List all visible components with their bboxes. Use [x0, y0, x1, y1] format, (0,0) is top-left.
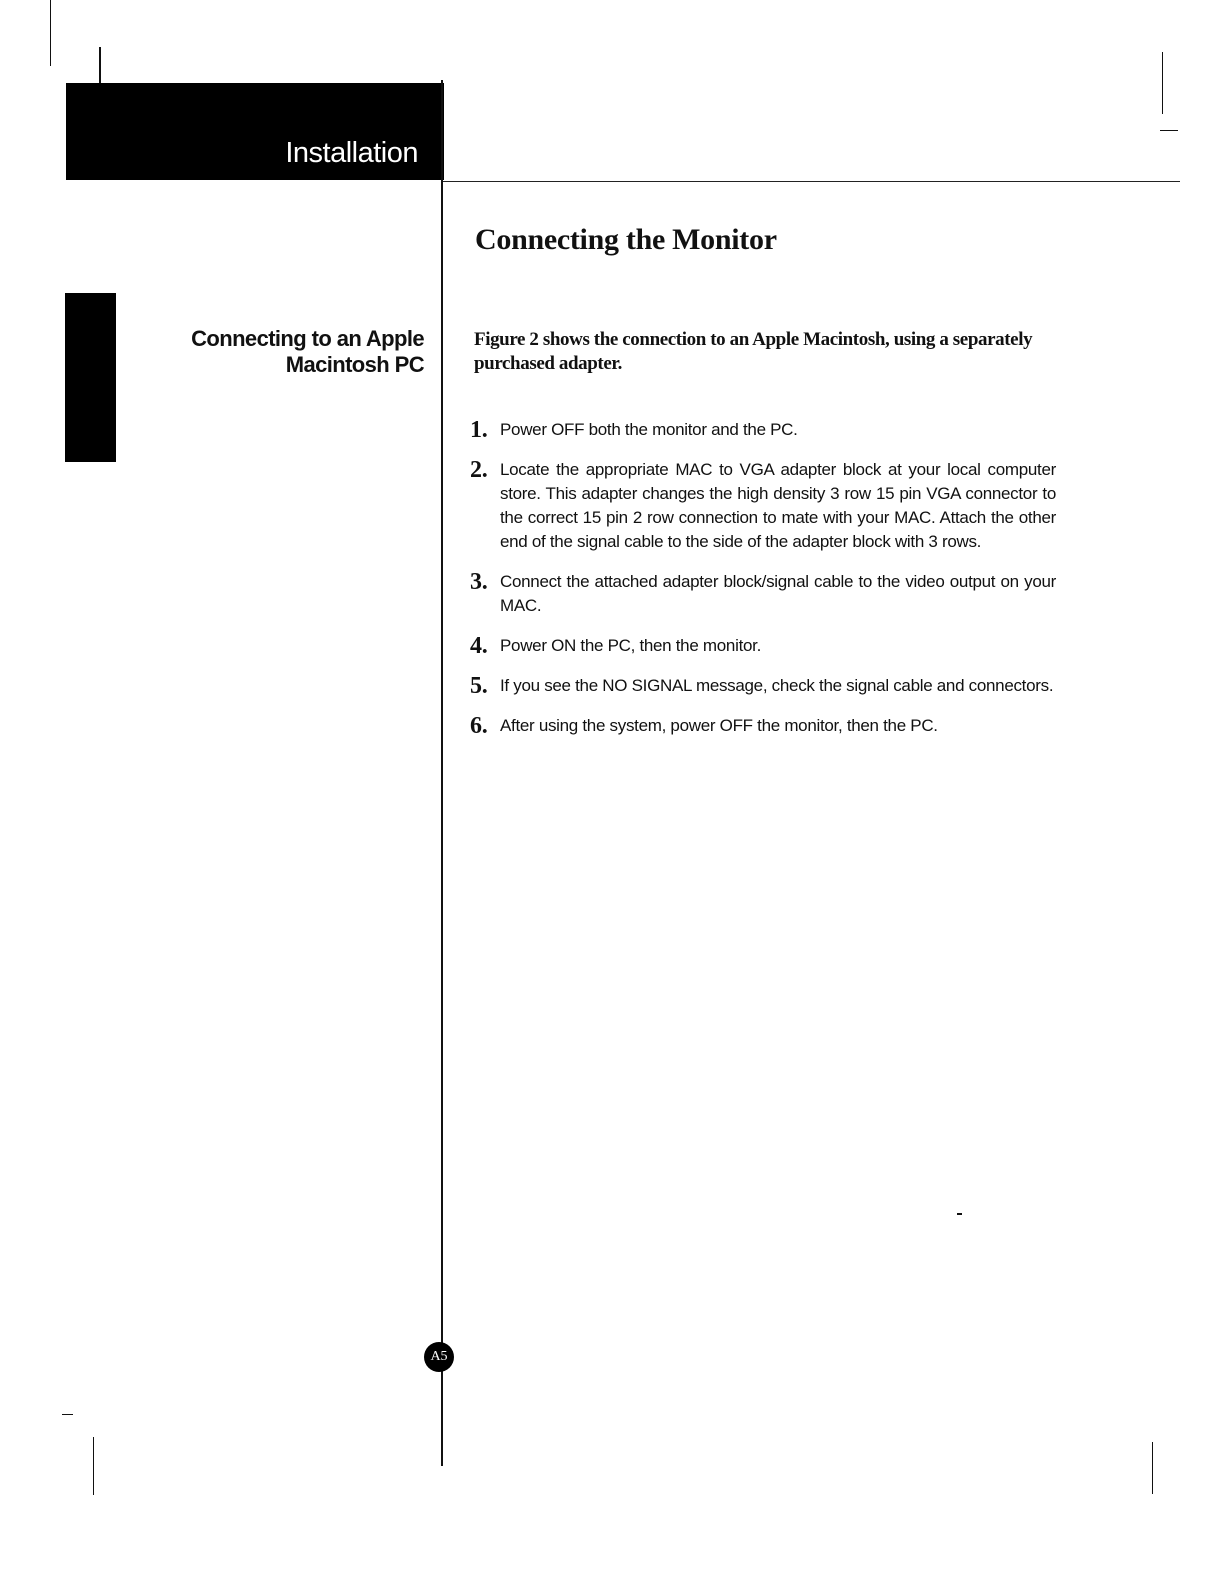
instruction-steps	[470, 418, 1056, 754]
crop-mark	[50, 0, 51, 66]
header-rule	[443, 181, 1180, 182]
side-thumb-tab	[65, 293, 116, 462]
step-number: 1.	[470, 417, 488, 443]
crop-mark	[99, 47, 101, 85]
crop-mark	[1162, 52, 1163, 114]
crop-mark	[1160, 130, 1178, 131]
step-text: If you see the NO SIGNAL message, check the signal cable and connectors.	[500, 676, 1054, 695]
side-heading	[124, 326, 424, 378]
page-number-badge: A5	[424, 1342, 454, 1372]
step-number: 6.	[470, 713, 488, 739]
crop-mark	[93, 1437, 94, 1495]
step-item	[470, 714, 1056, 738]
crop-mark	[62, 1414, 73, 1415]
step-text: Power OFF both the monitor and the PC.	[500, 420, 798, 439]
section-header-bar	[66, 83, 444, 180]
side-heading-line: Macintosh PC	[285, 352, 424, 377]
step-text: Locate the appropriate MAC to VGA adapter block at your local computer store. This adapter changes the high density 3 row 15 pin VGA connector to the correct 15 pin 2 row connection to mate with your MAC. Attach the other end of the signal cable to the side of the adapter block with 3 rows.	[500, 460, 1056, 551]
crop-mark	[1152, 1442, 1153, 1494]
page-title: Connecting the Monitor	[475, 223, 777, 256]
step-item	[470, 634, 1056, 658]
intro-paragraph: Figure 2 shows the connection to an Apple Macintosh, using a separately purchased adapter.	[474, 329, 1033, 374]
section-header-title: Installation	[285, 137, 418, 169]
crop-mark	[957, 1213, 962, 1215]
step-number: 2.	[470, 457, 488, 483]
step-item	[470, 674, 1056, 698]
step-item	[470, 418, 1056, 442]
column-divider	[441, 80, 443, 1466]
step-item	[470, 570, 1056, 618]
step-number: 3.	[470, 569, 488, 595]
step-number: 5.	[470, 673, 488, 699]
step-text: Power ON the PC, then the monitor.	[500, 636, 761, 655]
step-number: 4.	[470, 633, 488, 659]
side-heading-line: Connecting to an Apple	[191, 326, 424, 351]
step-item	[470, 458, 1056, 554]
step-text: Connect the attached adapter block/signal cable to the video output on your MAC.	[500, 572, 1056, 615]
step-text: After using the system, power OFF the monitor, then the PC.	[500, 716, 938, 735]
